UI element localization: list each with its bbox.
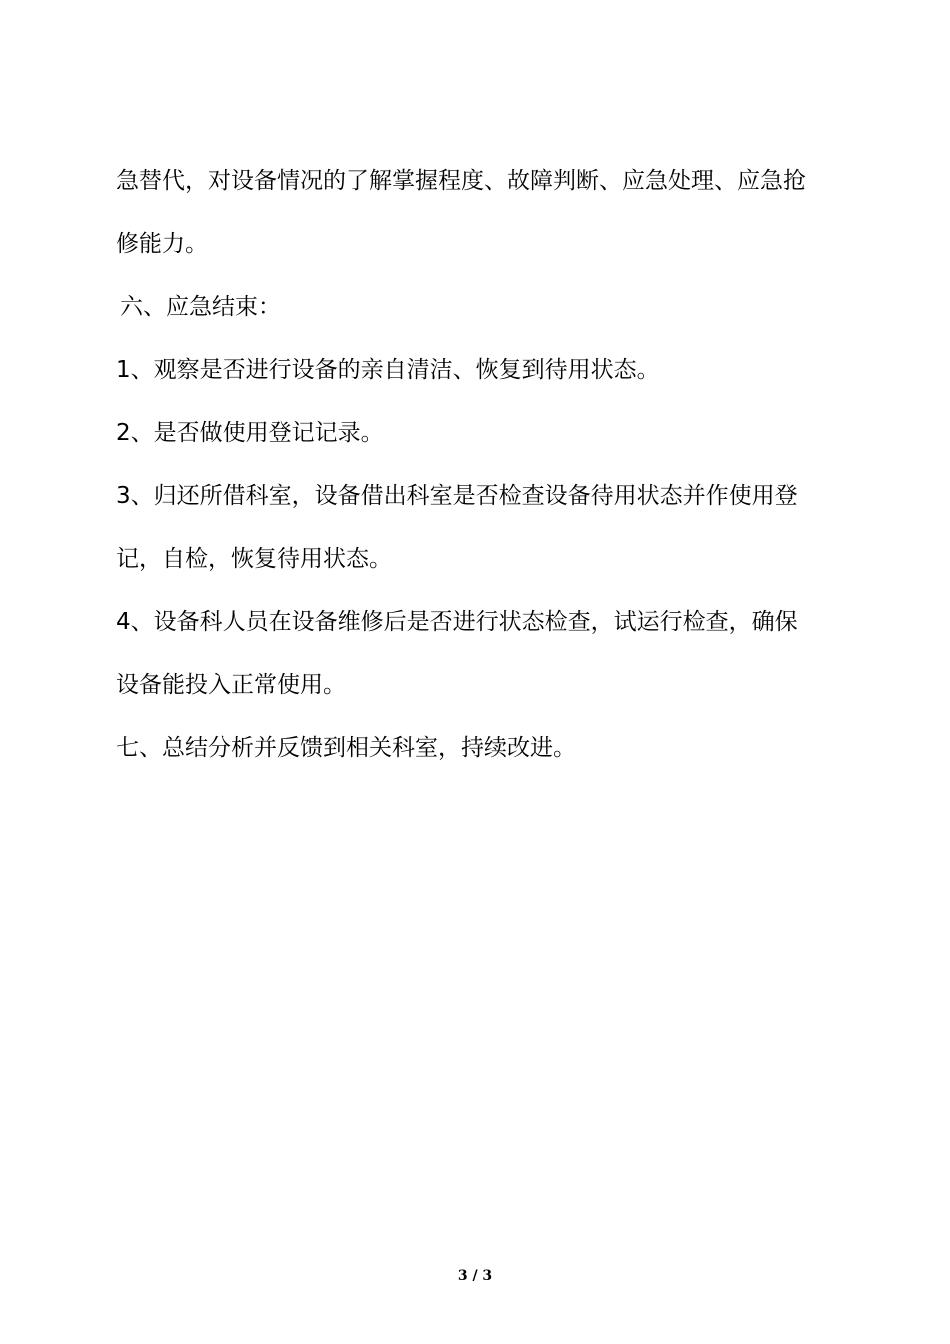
list-item: 3、归还所借科室，设备借出科室是否检查设备待用状态并作使用登 <box>116 483 798 509</box>
body-text-line: 急替代，对设备情况的了解掌握程度、故障判断、应急处理、应急抢 <box>116 168 806 194</box>
page-number: 3 / 3 <box>457 1268 493 1284</box>
body-text-line: 修能力。 <box>116 231 208 257</box>
list-item-continuation: 设备能投入正常使用。 <box>116 672 346 698</box>
list-item: 2、是否做使用登记记录。 <box>116 420 384 446</box>
list-item: 4、设备科人员在设备维修后是否进行状态检查，试运行检查，确保 <box>116 609 798 635</box>
section-heading: 七、总结分析并反馈到相关科室，持续改进。 <box>116 735 576 761</box>
list-item-continuation: 记，自检，恢复待用状态。 <box>116 546 392 572</box>
section-heading: 六、应急结束： <box>120 294 281 320</box>
list-item: 1、观察是否进行设备的亲自清洁、恢复到待用状态。 <box>116 357 660 383</box>
